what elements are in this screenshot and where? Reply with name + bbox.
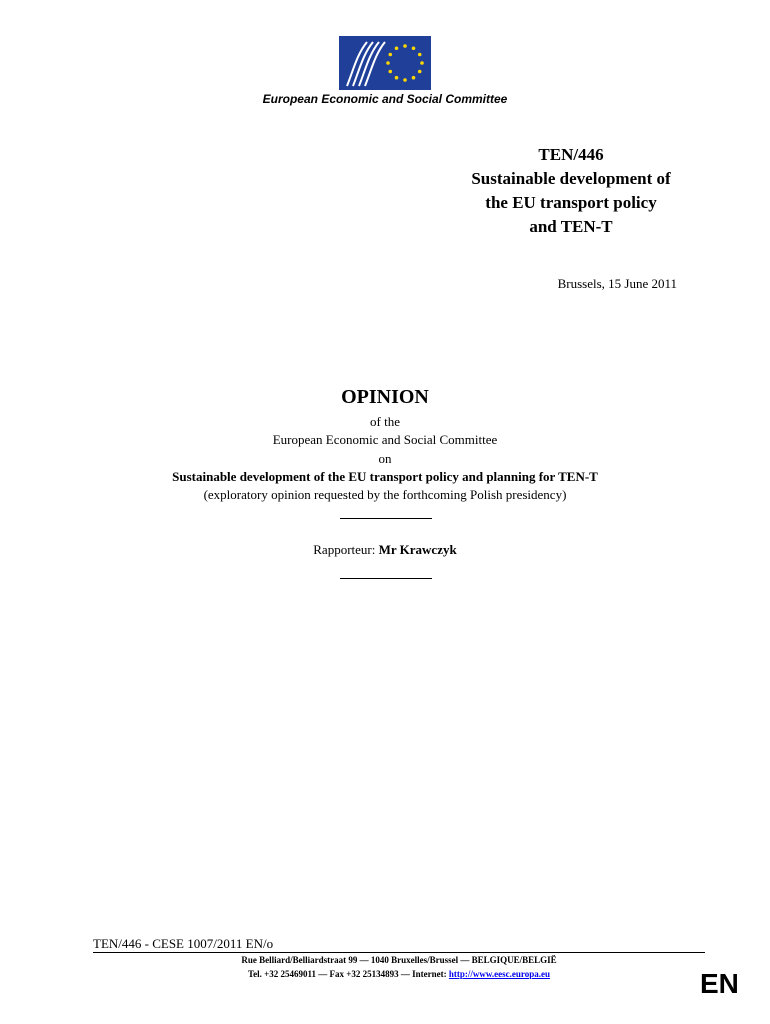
opinion-note: (exploratory opinion requested by the forthcoming Polish presidency) bbox=[203, 487, 567, 502]
committee-name: European Economic and Social Committee bbox=[262, 92, 508, 106]
footer-address: Rue Belliard/Belliardstraat 99 — 1040 Bruxelles/Brussel — BELGIQUE/BELGIË bbox=[241, 955, 557, 965]
opinion-title: OPINION bbox=[341, 386, 429, 408]
reference-title-line-1: Sustainable development of bbox=[471, 169, 671, 188]
logo-star bbox=[412, 46, 416, 50]
opinion-committee: European Economic and Social Committee bbox=[272, 432, 498, 447]
logo-star bbox=[418, 53, 422, 57]
logo-star bbox=[403, 78, 407, 82]
footer-contact-text: Tel. +32 25469011 — Fax +32 25134893 — Internet: bbox=[247, 969, 447, 979]
logo-star bbox=[412, 76, 416, 80]
rapporteur-line bbox=[0, 542, 770, 558]
eesc-logo-icon bbox=[339, 36, 431, 90]
opinion-of-the: of the bbox=[370, 414, 400, 429]
language-code: EN bbox=[700, 968, 739, 999]
footer-website-link[interactable]: http://www.eesc.europa.eu bbox=[448, 969, 550, 979]
reference-title-line-3: and TEN-T bbox=[529, 217, 613, 236]
divider-bottom bbox=[340, 578, 432, 579]
footer-doc-ref: TEN/446 - CESE 1007/2011 EN/o bbox=[93, 936, 274, 951]
place-date: Brussels, 15 June 2011 bbox=[557, 276, 677, 291]
logo-star bbox=[420, 61, 424, 65]
rapporteur-name: Mr Krawczyk bbox=[378, 542, 457, 557]
logo-star bbox=[386, 61, 390, 65]
opinion-on: on bbox=[378, 451, 392, 466]
divider-top bbox=[340, 518, 432, 519]
footer-rule bbox=[93, 952, 705, 953]
reference-code: TEN/446 bbox=[538, 145, 604, 164]
logo-star bbox=[403, 44, 407, 48]
rapporteur-label: Rapporteur: bbox=[313, 542, 376, 557]
logo-star bbox=[418, 70, 422, 74]
reference-title-line-2: the EU transport policy bbox=[485, 193, 657, 212]
logo-star bbox=[395, 46, 399, 50]
reference-block bbox=[440, 143, 702, 239]
logo-star bbox=[395, 76, 399, 80]
opinion-subject: Sustainable development of the EU transport policy and planning for TEN-T bbox=[172, 469, 598, 484]
footer-contact bbox=[93, 969, 705, 979]
logo-star bbox=[388, 70, 392, 74]
logo-star bbox=[388, 53, 392, 57]
